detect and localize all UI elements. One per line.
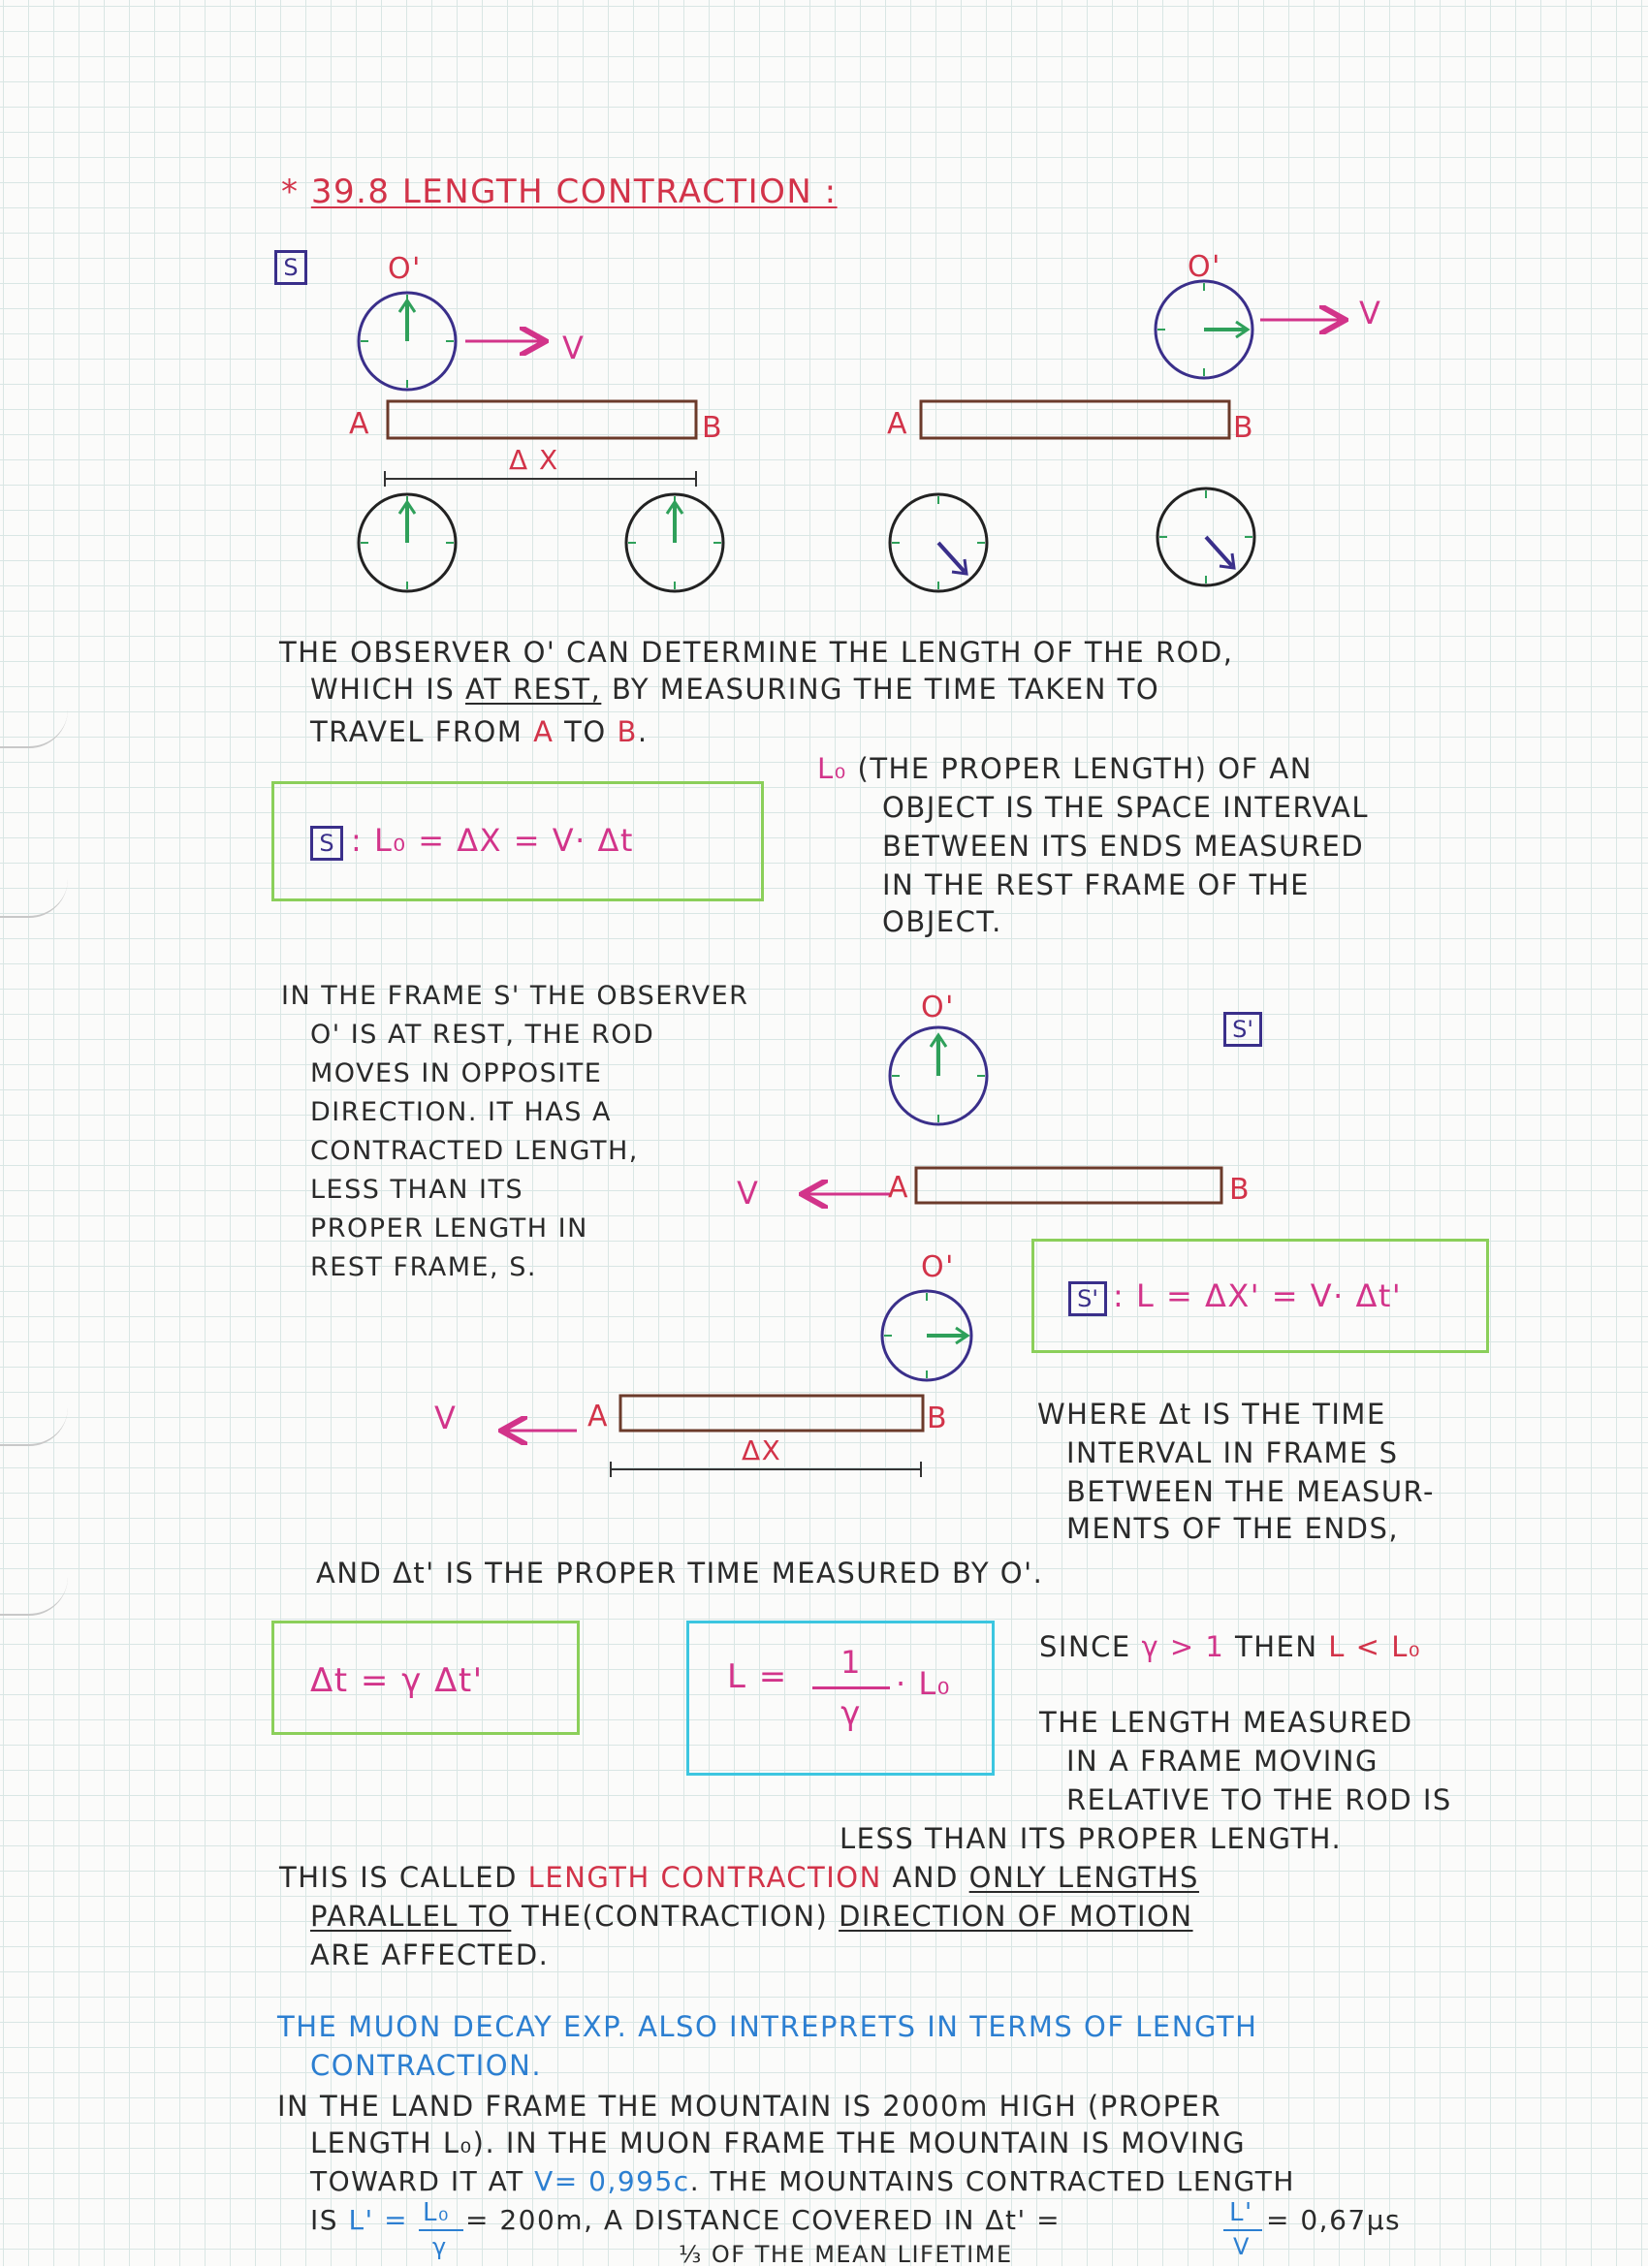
underlined-text: DIRECTION OF MOTION <box>839 1900 1193 1933</box>
velocity-label: V <box>562 330 586 366</box>
fraction-bar <box>1223 2229 1262 2231</box>
text-run: WHICH IS <box>310 673 465 706</box>
contracted-length-symbol: L' = <box>348 2204 409 2236</box>
rod-end-a-label: A <box>888 1171 910 1205</box>
frame-s-prime-line: DIRECTION. IT HAS A <box>310 1097 612 1127</box>
observer-label: O' <box>921 991 955 1024</box>
fraction-denominator: γ <box>432 2233 448 2260</box>
text-run: THIS IS CALLED <box>279 1861 528 1894</box>
frame-s-prime-line: PROPER LENGTH IN <box>310 1213 588 1244</box>
frame-label-s-prime: S' <box>1068 1281 1107 1316</box>
paragraph-line <box>310 715 649 748</box>
measured-line: RELATIVE TO THE ROD IS <box>1066 1783 1452 1816</box>
where-line: INTERVAL IN FRAME S <box>1066 1436 1399 1469</box>
ground-clock <box>1157 488 1254 585</box>
proper-length-definition-line: OBJECT IS THE SPACE INTERVAL <box>882 791 1370 824</box>
land-frame-line: ⅓ OF THE MEAN LIFETIME <box>679 2241 1013 2268</box>
where-line: WHERE Δt IS THE TIME <box>1037 1398 1386 1431</box>
muon-speed: V= 0,995c <box>534 2165 690 2197</box>
rod <box>620 1396 923 1431</box>
land-frame-line: LENGTH L₀). IN THE MUON FRAME THE MOUNTAIN IS MOVING <box>310 2126 1247 2159</box>
called-line <box>310 1900 1193 1933</box>
frame-s-prime-line: MOVES IN OPPOSITE <box>310 1058 603 1088</box>
text-run: . <box>637 715 649 748</box>
underlined-text: PARALLEL TO <box>310 1900 512 1933</box>
text-run: BY MEASURING THE TIME TAKEN TO <box>601 673 1160 706</box>
land-frame-line: IN THE LAND FRAME THE MOUNTAIN IS 2000m HIGH (PROPER <box>277 2090 1222 2123</box>
observer-clock <box>882 1291 971 1380</box>
rod <box>916 1168 1221 1203</box>
frame-s-prime-line: IN THE FRAME S' THE OBSERVER <box>281 981 749 1011</box>
punch-hole-mark <box>0 877 68 918</box>
frame-label-s: S <box>274 250 307 285</box>
rod-end-a-label: A <box>349 407 371 441</box>
formula-lhs: L = <box>727 1657 788 1696</box>
paragraph-line <box>310 673 1159 706</box>
where-line: MENTS OF THE ENDS, <box>1066 1512 1400 1545</box>
underlined-text: ONLY LENGTHS <box>968 1861 1199 1894</box>
text-run: . THE MOUNTAINS CONTRACTED LENGTH <box>689 2165 1295 2197</box>
fraction-denominator: V <box>1233 2233 1251 2260</box>
observer-label: O' <box>1188 250 1221 284</box>
delta-x-label: Δ X <box>509 444 559 476</box>
text-run: IS <box>310 2204 349 2236</box>
text-run: THEN <box>1224 1630 1329 1663</box>
rod <box>388 401 696 438</box>
frame-label-s-prime: S' <box>1223 1012 1262 1047</box>
ground-clock <box>359 494 456 591</box>
proper-length-definition-line: BETWEEN ITS ENDS MEASURED <box>882 830 1365 863</box>
text-run: TOWARD IT AT <box>310 2165 535 2197</box>
land-frame-text: = 200m, A DISTANCE COVERED IN Δt' = <box>465 2204 1062 2236</box>
rod-end-b-label: B <box>1233 411 1255 445</box>
formula-denominator: γ <box>840 1694 862 1733</box>
frame-s-prime-line: LESS THAN ITS <box>310 1175 524 1205</box>
rod-end-a-label: A <box>887 407 909 441</box>
land-frame-line <box>310 2204 408 2236</box>
since-line <box>1039 1630 1421 1663</box>
underlined-text: AT REST, <box>465 673 602 706</box>
velocity-label: V <box>1359 295 1382 331</box>
ground-clock <box>890 494 987 591</box>
length-contraction-term: LENGTH CONTRACTION <box>527 1861 882 1894</box>
star-mark: * <box>281 173 300 211</box>
rod-end-a-label: A <box>587 1400 610 1433</box>
measured-line: IN A FRAME MOVING <box>1066 1745 1379 1778</box>
rod <box>921 401 1229 438</box>
land-frame-text: = 0,67μs <box>1266 2204 1402 2236</box>
frame-s-prime-line: O' IS AT REST, THE ROD <box>310 1020 655 1050</box>
called-line: ARE AFFECTED. <box>310 1938 550 1971</box>
contracted-length-formula: : L = ΔX' = V· Δt' <box>1113 1277 1403 1314</box>
called-line <box>279 1861 1199 1894</box>
fraction-bar <box>812 1686 890 1689</box>
frame-s-prime-line: CONTRACTED LENGTH, <box>310 1136 639 1166</box>
length-inequality: L < L₀ <box>1328 1630 1421 1663</box>
measured-line: THE LENGTH MEASURED <box>1039 1706 1413 1739</box>
observer-label: O' <box>388 252 422 286</box>
formula-rhs: · L₀ <box>896 1665 951 1702</box>
text-run: TRAVEL FROM <box>310 715 534 748</box>
heading-text: 39.8 LENGTH CONTRACTION : <box>310 173 838 211</box>
top-diagram <box>0 0 1648 620</box>
observer-clock <box>359 293 456 390</box>
observer-clock <box>1156 281 1252 378</box>
proper-length-definition-line <box>817 752 1313 785</box>
observer-label: O' <box>921 1250 955 1284</box>
fraction-bar <box>419 2229 463 2231</box>
punch-hole-mark <box>0 1575 68 1616</box>
frame-label-s: S <box>310 826 343 861</box>
proper-time-line: AND Δt' IS THE PROPER TIME MEASURED BY O'. <box>316 1557 1044 1590</box>
rod-end-b-label: B <box>702 411 724 445</box>
observer-clock <box>890 1027 987 1124</box>
text-run: (THE PROPER LENGTH) OF AN <box>857 752 1313 785</box>
rod-end-b-ref: B <box>617 715 638 748</box>
measured-line: LESS THAN ITS PROPER LENGTH. <box>840 1822 1343 1855</box>
where-line: BETWEEN THE MEASUR- <box>1066 1475 1435 1508</box>
text-run: THE(CONTRACTION) <box>511 1900 840 1933</box>
rod-end-b-label: B <box>927 1402 949 1435</box>
land-frame-line <box>310 2165 1295 2197</box>
text-run: TO <box>554 715 618 748</box>
frame-s-prime-line: REST FRAME, S. <box>310 1252 537 1282</box>
proper-length-definition-line: IN THE REST FRAME OF THE <box>882 868 1310 901</box>
delta-x-label: ΔX <box>742 1434 782 1466</box>
text-run: AND <box>881 1861 969 1894</box>
paragraph-line: THE OBSERVER O' CAN DETERMINE THE LENGTH OF THE ROD, <box>279 636 1234 669</box>
muon-line: CONTRACTION. <box>310 2049 543 2082</box>
ground-clock <box>626 494 723 591</box>
rod-end-b-label: B <box>1229 1173 1252 1207</box>
gamma-condition: γ > 1 <box>1141 1630 1225 1663</box>
proper-length-symbol: L₀ <box>817 752 847 785</box>
velocity-label: V <box>434 1400 458 1436</box>
fraction-numerator: L' <box>1229 2198 1253 2227</box>
proper-length-formula: : L₀ = ΔX = V· Δt <box>351 822 634 859</box>
formula-numerator: 1 <box>840 1644 862 1681</box>
proper-length-definition-line: OBJECT. <box>882 905 1002 938</box>
text-run: SINCE <box>1039 1630 1142 1663</box>
time-dilation-formula: Δt = γ Δt' <box>310 1661 484 1700</box>
muon-line: THE MUON DECAY EXP. ALSO INTREPRETS IN TERMS OF LENGTH <box>277 2010 1258 2043</box>
rod-end-a-ref: A <box>533 715 555 748</box>
velocity-label: V <box>737 1175 760 1212</box>
punch-hole-mark <box>0 708 68 748</box>
fraction-numerator: L₀ <box>423 2198 450 2227</box>
